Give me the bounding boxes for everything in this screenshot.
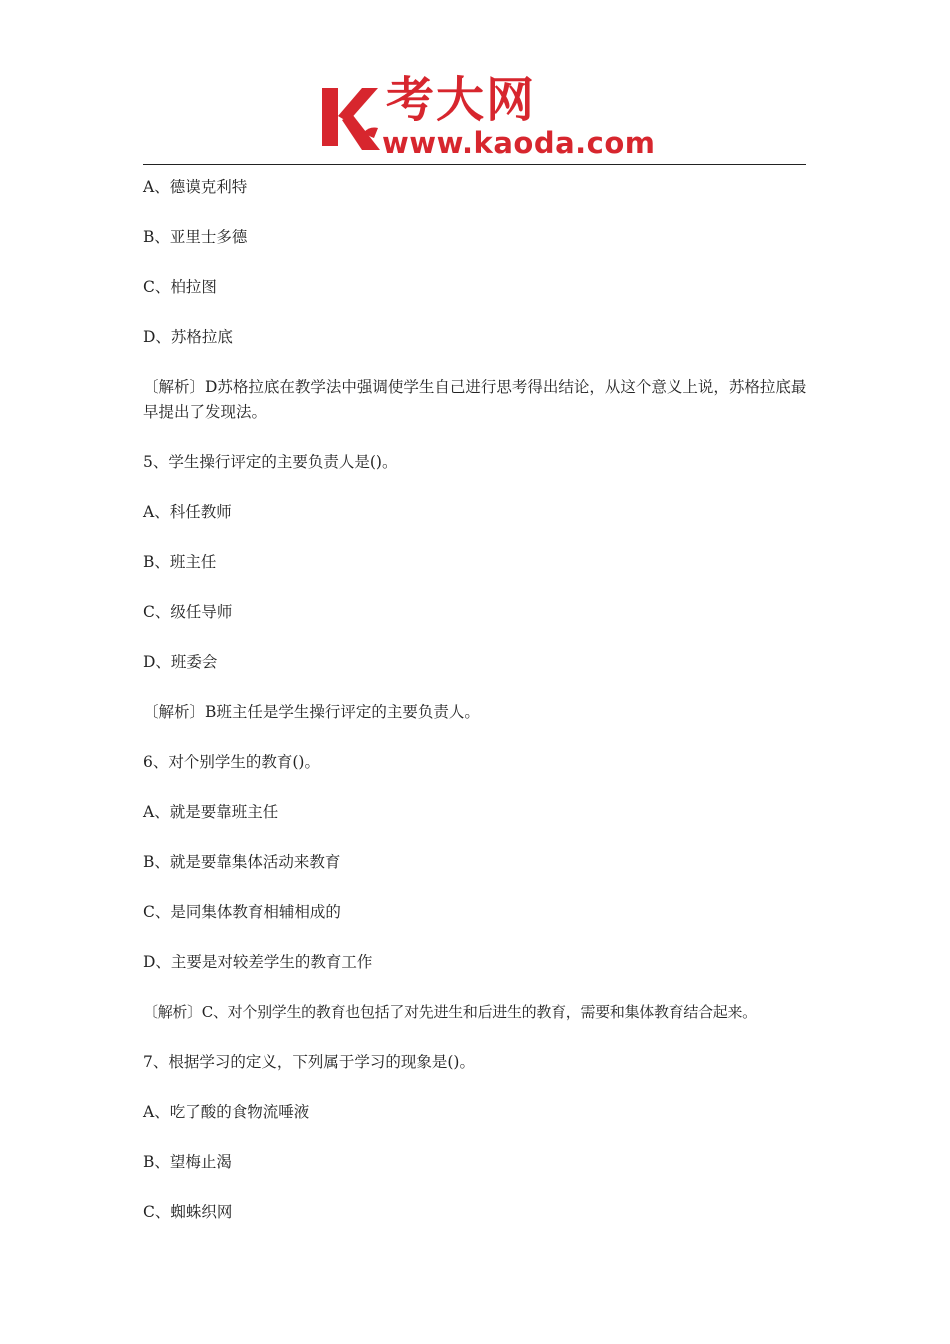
option-line: B、班主任 xyxy=(143,553,217,571)
option-line: B、亚里士多德 xyxy=(143,228,248,246)
question-line: 5、学生操行评定的主要负责人是()。 xyxy=(143,453,398,471)
option-line: C、级任导师 xyxy=(143,603,233,621)
option-line: A、科任教师 xyxy=(143,503,232,521)
option-line: A、吃了酸的食物流唾液 xyxy=(143,1103,310,1121)
logo-chinese-text: 考大网 xyxy=(386,72,537,128)
analysis-paragraph: 〔解析〕D苏格拉底在教学法中强调使学生自己进行思考得出结论，从这个意义上说，苏格拉底最早提出了发现法。 xyxy=(143,378,807,421)
option-line: A、德谟克利特 xyxy=(143,178,248,196)
page-header xyxy=(143,74,806,166)
option-line: D、主要是对较差学生的教育工作 xyxy=(143,953,373,971)
option-line: D、苏格拉底 xyxy=(143,328,233,346)
header-divider xyxy=(143,164,806,165)
question-line: 6、对个别学生的教育()。 xyxy=(143,753,320,771)
option-line: D、班委会 xyxy=(143,653,218,671)
kaoda-logo xyxy=(318,72,656,162)
option-line: B、就是要靠集体活动来教育 xyxy=(143,853,341,871)
option-line: A、就是要靠班主任 xyxy=(143,803,279,821)
option-line: C、蜘蛛织网 xyxy=(143,1203,233,1221)
option-line: B、望梅止渴 xyxy=(143,1153,232,1171)
analysis-paragraph: 〔解析〕C、对个别学生的教育也包括了对先进生和后进生的教育，需要和集体教育结合起来。 xyxy=(143,1003,757,1021)
document-body xyxy=(143,175,808,1225)
question-line: 7、根据学习的定义，下列属于学习的现象是()。 xyxy=(143,1053,475,1071)
analysis-paragraph: 〔解析〕B班主任是学生操行评定的主要负责人。 xyxy=(143,703,480,721)
option-line: C、是同集体教育相辅相成的 xyxy=(143,903,341,921)
logo-url-text: www.kaoda.com xyxy=(382,126,656,160)
option-line: C、柏拉图 xyxy=(143,278,217,296)
logo-k-icon xyxy=(318,82,380,154)
